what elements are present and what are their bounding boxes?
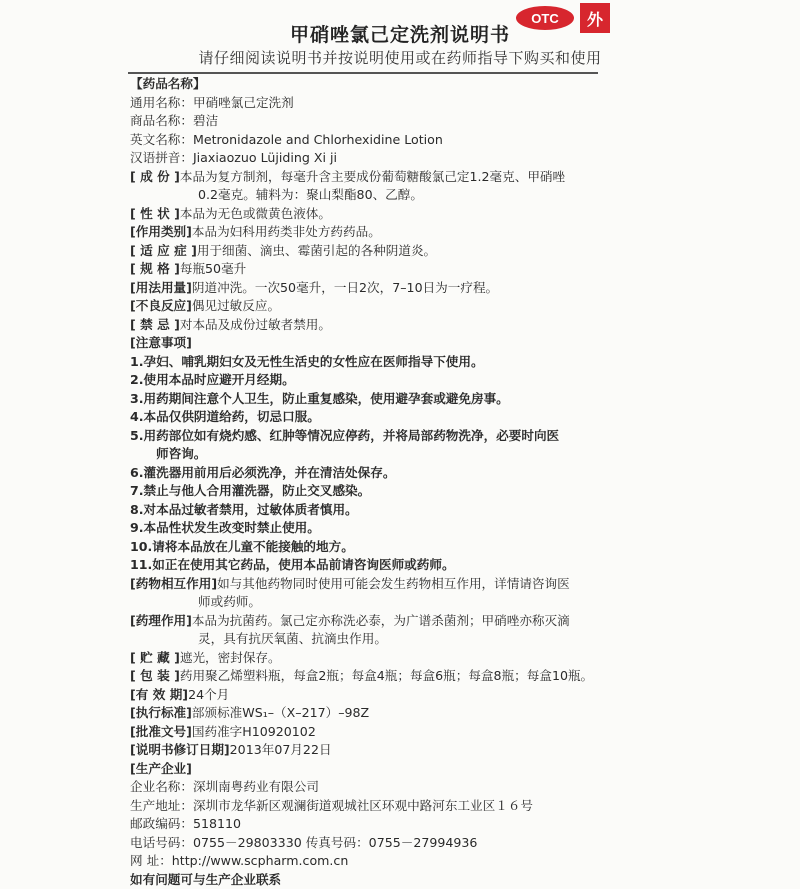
company-address: 生产地址：深圳市龙华新区观澜街道观城社区环观中路河东工业区１６号 [130,797,600,816]
pharmacology-row [130,612,600,631]
pharmacology-text: 本品为抗菌药。氯己定亦称洗必泰，为广谱杀菌剂；甲硝唑亦称灭滴 [192,613,570,628]
revision-label: [说明书修订日期] [130,742,230,757]
section-heading-precautions: [注意事项] [130,334,600,353]
revision-row [130,741,600,760]
package-row [130,667,600,686]
revision-text: 2013年07月22日 [230,742,332,757]
category-text: 本品为妇科用药类非处方药药品。 [192,224,381,239]
adverse-text: 偶见过敏反应。 [192,298,280,313]
interactions-text: 如与其他药物同时使用可能会发生药物相互作用，详情请咨询医 [217,576,570,591]
pharmacology-text-cont: 灵，具有抗厌氧菌、抗滴虫作用。 [130,630,600,649]
properties-label: [ 性 状 ] [130,206,180,221]
spec-text: 每瓶50毫升 [180,261,246,276]
storage-row [130,649,600,668]
properties-row [130,205,600,224]
approval-text: 国药准字H10920102 [192,724,316,739]
precaution-item: 1.孕妇、哺乳期妇女及无性生活史的女性应在医师指导下使用。 [130,353,600,372]
precaution-item: 4.本品仅供阴道给药，切忌口服。 [130,408,600,427]
storage-text: 遮光，密封保存。 [180,650,281,665]
footer-contact: 如有问题可与生产企业联系 [130,871,600,889]
pinyin-name: 汉语拼音：Jiaxiaozuo Lüjiding Xi ji [130,149,600,168]
usage-label: [用法用量] [130,280,192,295]
trade-name: 商品名称：碧洁 [130,112,600,131]
section-heading-manufacturer: [生产企业] [130,760,600,779]
otc-badge: OTC [516,6,574,30]
approval-label: [批准文号] [130,724,192,739]
approval-row [130,723,600,742]
validity-text: 24个月 [188,687,229,702]
precaution-item: 10.请将本品放在儿童不能接触的地方。 [130,538,600,557]
adverse-label: [不良反应] [130,298,192,313]
contraindications-label: [ 禁 忌 ] [130,317,180,332]
contraindications-row [130,316,600,335]
precaution-item: 11.如正在使用其它药品，使用本品前请咨询医师或药师。 [130,556,600,575]
section-heading-name: 【药品名称】 [130,75,600,94]
validity-row [130,686,600,705]
external-use-badge: 外 [580,3,610,33]
interactions-label: [药物相互作用] [130,576,217,591]
contraindications-text: 对本品及成份过敏者禁用。 [180,317,331,332]
divider [128,72,598,74]
english-name: 英文名称：Metronidazole and Chlorhexidine Lotion [130,131,600,150]
adverse-row [130,297,600,316]
spec-row [130,260,600,279]
indications-label: [ 适 应 症 ] [130,243,197,258]
indications-row [130,242,600,261]
composition-row [130,168,600,187]
composition-text: 本品为复方制剂，每毫升含主要成份葡萄糖酸氯己定1.2毫克、甲硝唑 [180,169,565,184]
composition-text-cont: 0.2毫克。辅料为：聚山梨酯80、乙醇。 [130,186,600,205]
precaution-item: 6.灌洗器用前用后必须洗净，并在清洁处保存。 [130,464,600,483]
precaution-item: 8.对本品过敏者禁用，过敏体质者慎用。 [130,501,600,520]
leaflet-body [130,75,600,889]
interactions-text-cont: 师或药师。 [130,593,600,612]
validity-label: [有 效 期] [130,687,188,702]
spec-label: [ 规 格 ] [130,261,180,276]
category-row [130,223,600,242]
precaution-item: 3.用药期间注意个人卫生，防止重复感染，使用避孕套或避免房事。 [130,390,600,409]
composition-label: [ 成 份 ] [130,169,180,184]
category-label: [作用类别] [130,224,192,239]
company-website: 网 址：http://www.scpharm.com.cn [130,852,600,871]
company-postcode: 邮政编码：518110 [130,815,600,834]
indications-text: 用于细菌、滴虫、霉菌引起的各种阴道炎。 [197,243,436,258]
package-label: [ 包 装 ] [130,668,180,683]
precaution-item: 5.用药部位如有烧灼感、红肿等情况应停药，并将局部药物洗净，必要时向医 [130,427,600,446]
usage-row [130,279,600,298]
page-title: 甲硝唑氯己定洗剂说明书 [0,20,800,47]
page-subtitle: 请仔细阅读说明书并按说明使用或在药师指导下购买和使用 [0,47,800,68]
precaution-item: 9.本品性状发生改变时禁止使用。 [130,519,600,538]
company-name: 企业名称：深圳南粤药业有限公司 [130,778,600,797]
standard-row [130,704,600,723]
standard-text: 部颁标准WS₁–（X–217）–98Z [192,705,369,720]
precaution-item-cont: 师咨询。 [130,445,600,464]
interactions-row [130,575,600,594]
storage-label: [ 贮 藏 ] [130,650,180,665]
standard-label: [执行标准] [130,705,192,720]
properties-text: 本品为无色或微黄色液体。 [180,206,331,221]
generic-name: 通用名称：甲硝唑氯己定洗剂 [130,94,600,113]
company-phone-fax: 电话号码：0755－29803330 传真号码：0755－27994936 [130,834,600,853]
pharmacology-label: [药理作用] [130,613,192,628]
usage-text: 阴道冲洗。一次50毫升，一日2次，7–10日为一疗程。 [192,280,498,295]
package-text: 药用聚乙烯塑料瓶，每盒2瓶；每盒4瓶；每盒6瓶；每盒8瓶；每盒10瓶。 [180,668,593,683]
precaution-item: 2.使用本品时应避开月经期。 [130,371,600,390]
precaution-item: 7.禁止与他人合用灌洗器，防止交叉感染。 [130,482,600,501]
